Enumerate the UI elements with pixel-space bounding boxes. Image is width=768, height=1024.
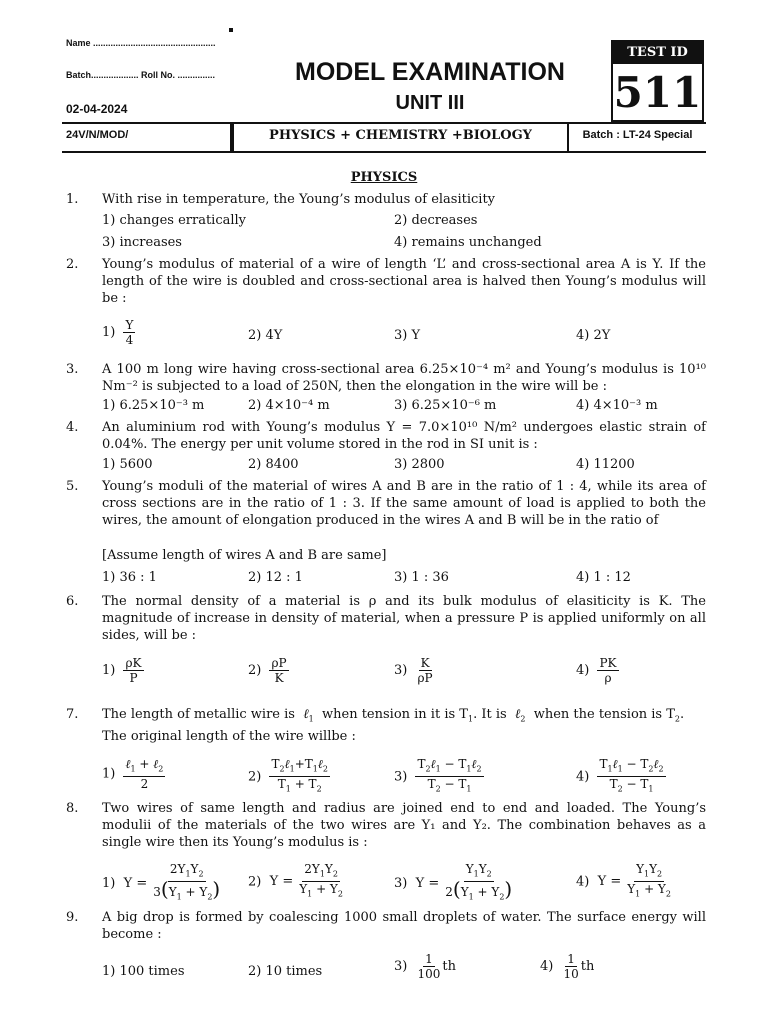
q5-option-1: 1) 36 : 1 — [102, 570, 157, 585]
fraction — [561, 952, 580, 981]
option-label: 3) — [394, 663, 408, 678]
q9-option-1: 1) 100 times — [102, 964, 185, 979]
question-number: 1. — [66, 192, 79, 207]
q8-option-4 — [576, 862, 673, 902]
q6-option-4 — [576, 656, 619, 685]
question-text: A 100 m long wire having cross-sectional area 6.25×10⁻⁴ m² and Young’s modulus is 10¹⁰ Nm⁻² is subjected to a load of 250N, then the elongation in the wire will be : — [102, 362, 706, 394]
exam-unit: UNIT III — [395, 92, 465, 114]
question-text: An aluminium rod with Young’s modulus Y = 7.0×10¹⁰ N/m² undergoes elastic strain of 0.04%. The energy per unit volume stored in the rod in SI unit is : — [102, 420, 706, 452]
fraction — [123, 656, 143, 685]
question-text: The normal density of a material is ρ and its bulk modulus of elasiticity is K. The magnitude of increase in density of material, when a pressure P is applied uniformly on all sides, will be : — [102, 594, 706, 643]
section-title: PHYSICS — [350, 170, 418, 185]
q1-option-3: 3) increases — [102, 235, 182, 250]
equation: Y = $\frac{Y_1Y_2}{Y_1 + Y_2}$ — [593, 862, 672, 902]
numerator: $Y_1Y_2$ — [634, 862, 664, 882]
ordinal-suffix: th — [442, 959, 456, 974]
fraction — [269, 757, 329, 797]
text-part: when tension in it is T — [322, 707, 468, 722]
question-text: A big drop is formed by coalescing 1000 small droplets of water. The surface energy will become : — [102, 910, 706, 942]
fraction — [297, 862, 345, 902]
numerator: $2Y_1Y_2$ — [302, 862, 340, 882]
numerator: $Y_1Y_2$ — [464, 862, 494, 882]
q1-option-1: 1) changes erratically — [102, 213, 247, 228]
header — [0, 0, 768, 160]
option-label: 2) — [248, 663, 262, 678]
fraction — [625, 862, 673, 902]
fraction — [269, 656, 288, 685]
numerator: $T_2\ell_1+T_1\ell_2$ — [269, 757, 329, 777]
equation: Y = $\frac{2Y_1Y_2}{3(Y_1 + Y_2)}$ — [119, 862, 222, 905]
option-label: 1) — [102, 766, 116, 782]
q7-option-1 — [102, 757, 165, 791]
fraction — [415, 757, 483, 797]
exam-title: MODEL EXAMINATION — [295, 58, 565, 86]
exam-date: 02-04-2024 — [66, 102, 128, 116]
q8-option-2 — [248, 862, 345, 902]
numerator: ℓ$_1$ + ℓ$_2$ — [123, 757, 165, 777]
q3-option-2: 2) 4×10⁻⁴ m — [248, 398, 330, 413]
denominator: 10 — [563, 967, 579, 981]
q9-option-2: 2) 10 times — [248, 964, 323, 979]
question-text: Young’s modulus of material of a wire of length ‘L’ and cross-sectional area A is Y. If the length of the wire is doubled and cross-sectional area is halved then Young’s modulus will be : — [102, 257, 706, 306]
denominator: $Y_1 + Y_2$ — [299, 882, 343, 899]
name-field: Name ................................................. — [66, 38, 216, 48]
q6-option-1 — [102, 656, 144, 685]
q3-option-3: 3) 6.25×10⁻⁶ m — [394, 398, 497, 413]
q8-option-1 — [102, 862, 222, 905]
denominator: $2(Y_1 + Y_2)$ — [445, 877, 513, 902]
fraction — [597, 757, 665, 797]
q1-option-4: 4) remains unchanged — [394, 235, 542, 250]
q3-option-4: 4) 4×10⁻³ m — [576, 398, 658, 413]
q9-option-3 — [394, 952, 456, 981]
question-number: 5. — [66, 479, 79, 494]
q3-option-1: 1) 6.25×10⁻³ m — [102, 398, 205, 413]
denominator: 4 — [125, 333, 134, 347]
q5-note: [Assume length of wires A and B are same] — [102, 548, 387, 563]
question-number: 8. — [66, 801, 79, 816]
option-label: 4) — [576, 769, 590, 785]
denominator: $Y_1 + Y_2$ — [627, 882, 671, 899]
top-dot — [229, 28, 233, 32]
q4-option-4: 4) 11200 — [576, 457, 635, 472]
question-text: With rise in temperature, the Young’s modulus of elasiticity — [102, 192, 496, 207]
subjects: PHYSICS + CHEMISTRY +BIOLOGY — [269, 128, 532, 143]
header-rule-top — [62, 122, 706, 124]
numerator: 1 — [425, 952, 433, 966]
test-id-label: TEST ID — [613, 42, 702, 64]
q2-option-2: 2) 4Y — [248, 328, 283, 343]
question-number: 6. — [66, 594, 79, 609]
option-label: 2) — [248, 769, 262, 785]
option-label: 4) — [540, 959, 554, 974]
fraction — [415, 952, 442, 981]
denominator: $T_2 - T_1$ — [609, 777, 654, 794]
numerator: Y — [125, 318, 134, 332]
denominator: 100 — [417, 967, 441, 981]
question-text: The length of metallic wire is ℓ$_1$ when tension in it is $T_1$. It is ℓ$_2$ when the tension is $T_2$. The original length of the wire willbe : — [102, 707, 685, 744]
numerator: $2Y_1Y_2$ — [168, 862, 206, 882]
numerator: $T_2\ell_1$ − $T_1\ell_2$ — [415, 757, 483, 777]
q5-option-4: 4) 1 : 12 — [576, 570, 631, 585]
denominator: ρ — [604, 671, 612, 685]
question-number: 3. — [66, 362, 79, 377]
option-label: 2) — [248, 874, 262, 890]
test-id-number: 511 — [613, 68, 702, 117]
equation: Y = $\frac{Y_1Y_2}{2(Y_1 + Y_2)}$ — [411, 862, 514, 905]
fraction — [415, 656, 434, 685]
q7-option-2 — [248, 757, 330, 797]
denominator: K — [274, 671, 284, 685]
q6-option-2 — [248, 656, 289, 685]
denominator: P — [129, 671, 138, 685]
denominator: 2 — [140, 777, 149, 792]
q8-option-3 — [394, 862, 514, 905]
question-text: Two wires of same length and radius are joined end to end and loaded. The Young’s modulii of the materials of the two wires are Y₁ and Y₂. The combination behaves as a single wire then its Young’s modulus is : — [102, 801, 706, 850]
q7-option-3 — [394, 757, 484, 797]
batch-roll-field: Batch................... Roll No. ............... — [66, 70, 216, 80]
option-label: 1) — [102, 875, 116, 891]
text-part: . It is — [473, 707, 507, 722]
fraction — [443, 862, 514, 905]
option-label: 3) — [394, 875, 408, 891]
option-label: 4) — [576, 874, 590, 890]
numerator: ρP — [271, 656, 287, 670]
numerator: PK — [599, 656, 617, 670]
text-part: The length of metallic wire is — [102, 707, 295, 722]
equation: Y = $\frac{2Y_1Y_2}{Y_1 + Y_2}$ — [265, 862, 344, 902]
course-code: 24V/N/MOD/ — [66, 129, 129, 141]
q6-option-3 — [394, 656, 435, 685]
q1-option-2: 2) decreases — [394, 213, 478, 228]
header-rule-bottom — [62, 151, 706, 153]
question-number: 2. — [66, 257, 79, 272]
question-number: 4. — [66, 420, 79, 435]
batch-info: Batch : LT-24 Special — [582, 129, 693, 141]
q4-option-3: 3) 2800 — [394, 457, 445, 472]
denominator: $T_2 - T_1$ — [427, 777, 472, 794]
q7-option-4 — [576, 757, 666, 797]
denominator: ρP — [417, 671, 433, 685]
numerator: $T_1\ell_1$ − $T_2\ell_2$ — [597, 757, 665, 777]
q5-option-2: 2) 12 : 1 — [248, 570, 303, 585]
question-number: 7. — [66, 707, 79, 722]
q2-option-1 — [102, 318, 135, 347]
text-part: . The original length of the wire willbe : — [102, 707, 685, 744]
numerator: ρK — [125, 656, 142, 670]
numerator: K — [420, 656, 430, 670]
q4-option-1: 1) 5600 — [102, 457, 153, 472]
denominator: $3(Y_1 + Y_2)$ — [153, 877, 221, 902]
fraction — [123, 757, 165, 791]
option-label: 1) — [102, 663, 116, 678]
fraction — [597, 656, 618, 685]
q5-option-3: 3) 1 : 36 — [394, 570, 449, 585]
text-part: when the tension is T — [533, 707, 675, 722]
q9-option-4 — [540, 952, 594, 981]
fraction — [151, 862, 222, 905]
q2-option-4: 4) 2Y — [576, 328, 611, 343]
option-label: 4) — [576, 663, 590, 678]
question-text: Young’s moduli of the material of wires A and B are in the ratio of 1 : 4, while its area of cross sections are in the ratio of 1 : 3. If the same amount of load is applied to both the wires, the amount of elongation produced in the wires A and B will be in the ratio of — [102, 479, 706, 528]
option-label: 3) — [394, 959, 408, 974]
denominator: $T_1 + T_2$ — [277, 777, 322, 794]
question-number: 9. — [66, 910, 79, 925]
ordinal-suffix: th — [580, 959, 595, 974]
option-label: 3) — [394, 769, 408, 785]
q2-option-3: 3) Y — [394, 328, 421, 343]
numerator: 1 — [567, 952, 575, 966]
fraction — [123, 318, 135, 347]
q4-option-2: 2) 8400 — [248, 457, 299, 472]
option-label: 1) — [102, 325, 116, 340]
